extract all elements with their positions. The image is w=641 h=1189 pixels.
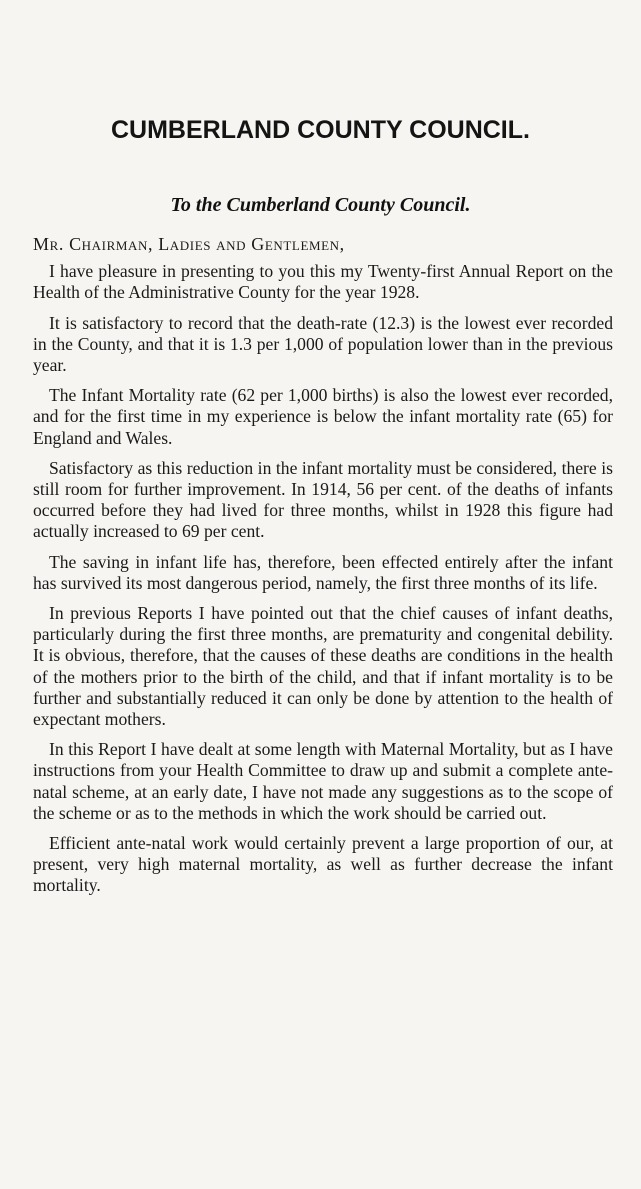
paragraph-3: The Infant Mortality rate (62 per 1,000 births) is also the lowest ever recorded, and for the first time in my experience is below the infant mortality rate (65) for England and Wales. [33, 385, 613, 448]
paragraph-4: Satisfactory as this reduction in the infant mortality must be considered, there is still room for further improvement. In 1914, 56 per cent. of the deaths of infants occurred before they had lived for three months, whilst in 1928 this figure had actually increased to 69 per cent. [33, 457, 613, 542]
paragraph-5: The saving in infant life has, therefore, been effected entirely after the infant has survived its most dangerous period, namely, the first three months of its life. [33, 551, 613, 593]
paragraph-8: Efficient ante-natal work would certainly prevent a large proportion of our, at present, very high maternal mortality, as well as further decrease the infant mortality. [33, 833, 613, 896]
paragraph-1: I have pleasure in presenting to you this my Twenty-first Annual Report on the Health of the Administrative County for the year 1928. [33, 261, 613, 303]
council-heading: CUMBERLAND COUNTY COUNCIL. [111, 116, 530, 144]
paragraph-2: It is satisfactory to record that the death-rate (12.3) is the lowest ever recorded in the County, and that it is 1.3 per 1,000 of population lower than in the previous year. [33, 312, 613, 376]
address-line: To the Cumberland County Council. [170, 194, 471, 216]
paragraph-7: In this Report I have dealt at some length with Maternal Mortality, but as I have instructions from your Health Committee to draw up and submit a complete ante-natal scheme, at an early date, I have not made any suggestions as to the scope of the scheme or as to the methods in which the work should be carried out. [33, 739, 613, 823]
paragraph-6: In previous Reports I have pointed out that the chief causes of infant deaths, particularly during the first three months, are prematurity and congenital debility. It is obvious, therefore, that the causes of these deaths are conditions in the health of the mothers prior to the birth of the child, and that if infant mortality is to be further and substantially reduced it can only be done by attention to the health of expectant mothers. [33, 603, 613, 730]
report-body [33, 234, 613, 906]
salutation: Mr. Chairman, Ladies and Gentlemen, [33, 234, 345, 254]
